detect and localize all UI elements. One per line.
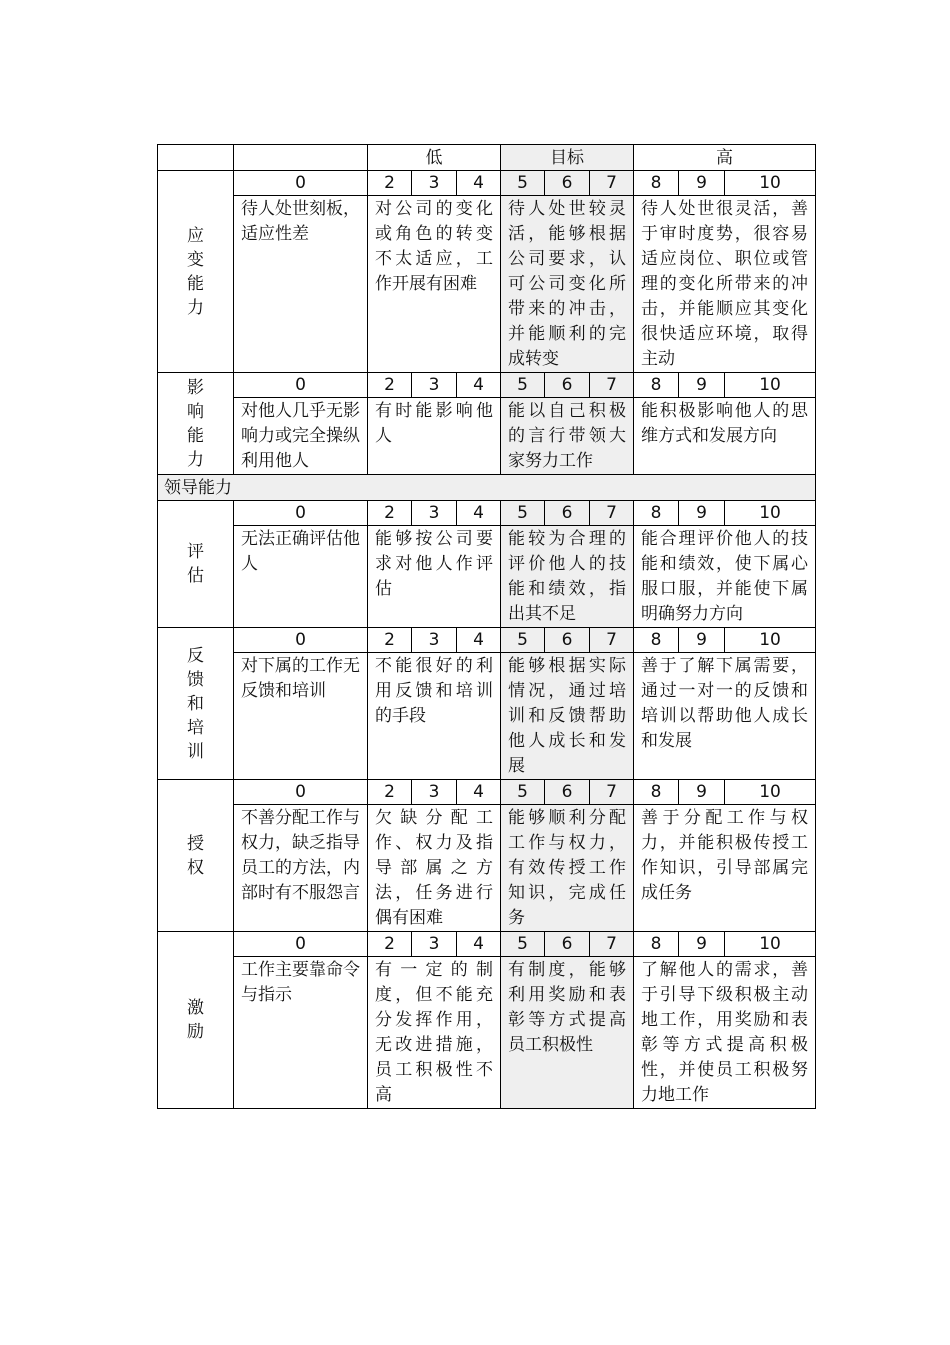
score-row bbox=[158, 171, 816, 196]
desc-level-0: 待人处世刻板，适应性差 bbox=[234, 196, 368, 373]
score-cell: 9 bbox=[679, 373, 725, 398]
score-row bbox=[158, 501, 816, 526]
score-cell: 4 bbox=[457, 628, 501, 653]
score-cell: 0 bbox=[234, 780, 368, 805]
score-cell: 3 bbox=[412, 628, 457, 653]
desc-level-target: 待人处世较灵活，能够根据公司要求，认可公司变化所带来的冲击，并能顺利的完成转变 bbox=[501, 196, 634, 373]
description-row bbox=[158, 196, 816, 373]
desc-level-high: 善于分配工作与权力，并能积极传授工作知识，引导部属完成任务 bbox=[634, 805, 816, 932]
score-cell: 3 bbox=[412, 171, 457, 196]
score-cell: 5 bbox=[501, 780, 545, 805]
score-cell: 2 bbox=[368, 780, 412, 805]
score-cell: 2 bbox=[368, 501, 412, 526]
desc-level-0: 工作主要靠命令与指示 bbox=[234, 957, 368, 1109]
desc-level-target: 能够顺利分配工作与权力，有效传授工作知识，完成任务 bbox=[501, 805, 634, 932]
blank-header-cell bbox=[234, 145, 368, 171]
desc-level-low: 能够按公司要求对他人作评估 bbox=[368, 526, 501, 628]
score-cell: 4 bbox=[457, 780, 501, 805]
score-cell: 3 bbox=[412, 501, 457, 526]
competency-label bbox=[158, 780, 234, 932]
band-target: 目标 bbox=[501, 145, 634, 171]
competency-label bbox=[158, 373, 234, 475]
score-cell: 9 bbox=[679, 780, 725, 805]
score-cell: 7 bbox=[590, 373, 634, 398]
score-cell: 2 bbox=[368, 171, 412, 196]
description-row bbox=[158, 398, 816, 475]
score-cell: 0 bbox=[234, 373, 368, 398]
desc-level-high: 能积极影响他人的思维方式和发展方向 bbox=[634, 398, 816, 475]
competency-label-text: 反馈和培训 bbox=[187, 645, 204, 762]
score-row bbox=[158, 628, 816, 653]
competency-label-text: 激励 bbox=[187, 998, 204, 1042]
score-cell: 8 bbox=[634, 171, 679, 196]
section-row bbox=[158, 475, 816, 501]
score-cell: 7 bbox=[590, 780, 634, 805]
desc-level-0: 无法正确评估他人 bbox=[234, 526, 368, 628]
score-cell: 0 bbox=[234, 932, 368, 957]
desc-level-high: 待人处世很灵活，善于审时度势，很容易适应岗位、职位或管理的变化所带来的冲击，并能顺应其变化很快适应环境，取得主动 bbox=[634, 196, 816, 373]
desc-level-low: 欠缺分配工作、权力及指导部属之方法，任务进行偶有困难 bbox=[368, 805, 501, 932]
score-cell: 3 bbox=[412, 932, 457, 957]
band-header-row bbox=[158, 145, 816, 171]
score-cell: 8 bbox=[634, 780, 679, 805]
score-row bbox=[158, 373, 816, 398]
score-cell: 9 bbox=[679, 628, 725, 653]
score-cell: 5 bbox=[501, 932, 545, 957]
desc-level-target: 能够根据实际情况，通过培训和反馈帮助他人成长和发展 bbox=[501, 653, 634, 780]
score-cell: 7 bbox=[590, 171, 634, 196]
competency-label-text: 授权 bbox=[187, 833, 204, 878]
score-cell: 6 bbox=[545, 932, 590, 957]
score-cell: 9 bbox=[679, 501, 725, 526]
desc-level-low: 不能很好的利用反馈和培训的手段 bbox=[368, 653, 501, 780]
desc-level-high: 善于了解下属需要，通过一对一的反馈和培训以帮助他人成长和发展 bbox=[634, 653, 816, 780]
score-cell: 10 bbox=[725, 501, 816, 526]
desc-level-high: 了解他人的需求，善于引导下级积极主动地工作，用奖励和表彰等方式提高积极性，并使员工积极努力地工作 bbox=[634, 957, 816, 1109]
competency-label bbox=[158, 932, 234, 1109]
competency-table bbox=[157, 144, 816, 1109]
score-cell: 4 bbox=[457, 932, 501, 957]
score-cell: 4 bbox=[457, 171, 501, 196]
desc-level-low: 对公司的变化或角色的转变不太适应，工作开展有困难 bbox=[368, 196, 501, 373]
desc-level-target: 有制度，能够利用奖励和表彰等方式提高员工积极性 bbox=[501, 957, 634, 1109]
score-cell: 7 bbox=[590, 932, 634, 957]
score-cell: 4 bbox=[457, 373, 501, 398]
score-cell: 10 bbox=[725, 932, 816, 957]
competency-label bbox=[158, 501, 234, 628]
score-cell: 8 bbox=[634, 373, 679, 398]
score-cell: 6 bbox=[545, 628, 590, 653]
score-cell: 0 bbox=[234, 501, 368, 526]
score-cell: 9 bbox=[679, 932, 725, 957]
desc-level-high: 能合理评价他人的技能和绩效，使下属心服口服，并能使下属明确努力方向 bbox=[634, 526, 816, 628]
score-cell: 4 bbox=[457, 501, 501, 526]
band-low: 低 bbox=[368, 145, 501, 171]
corner-cell bbox=[158, 145, 234, 171]
score-cell: 6 bbox=[545, 171, 590, 196]
score-cell: 9 bbox=[679, 171, 725, 196]
section-heading: 领导能力 bbox=[158, 475, 816, 501]
score-cell: 2 bbox=[368, 628, 412, 653]
competency-label-text: 评估 bbox=[187, 542, 204, 586]
desc-level-low: 有一定的制度，但不能充分发挥作用，无改进措施，员工积极性不高 bbox=[368, 957, 501, 1109]
desc-level-0: 不善分配工作与权力，缺乏指导员工的方法，内部时有不服怨言 bbox=[234, 805, 368, 932]
score-cell: 10 bbox=[725, 628, 816, 653]
score-cell: 3 bbox=[412, 373, 457, 398]
score-cell: 7 bbox=[590, 628, 634, 653]
score-cell: 5 bbox=[501, 171, 545, 196]
competency-label-text: 应变能力 bbox=[187, 225, 204, 318]
competency-label bbox=[158, 628, 234, 780]
description-row bbox=[158, 526, 816, 628]
competency-label bbox=[158, 171, 234, 373]
score-cell: 7 bbox=[590, 501, 634, 526]
score-cell: 6 bbox=[545, 373, 590, 398]
desc-level-target: 能较为合理的评价他人的技能和绩效，指出其不足 bbox=[501, 526, 634, 628]
desc-level-0: 对下属的工作无反馈和培训 bbox=[234, 653, 368, 780]
score-cell: 8 bbox=[634, 932, 679, 957]
desc-level-low: 有时能影响他人 bbox=[368, 398, 501, 475]
score-cell: 6 bbox=[545, 780, 590, 805]
description-row bbox=[158, 805, 816, 932]
score-cell: 5 bbox=[501, 373, 545, 398]
competency-label-text: 影响能力 bbox=[187, 377, 204, 470]
score-row bbox=[158, 932, 816, 957]
score-cell: 0 bbox=[234, 628, 368, 653]
score-cell: 5 bbox=[501, 501, 545, 526]
score-cell: 2 bbox=[368, 932, 412, 957]
score-cell: 10 bbox=[725, 780, 816, 805]
score-cell: 0 bbox=[234, 171, 368, 196]
score-cell: 5 bbox=[501, 628, 545, 653]
competency-table-sheet bbox=[157, 144, 816, 1109]
score-cell: 2 bbox=[368, 373, 412, 398]
desc-level-target: 能以自己积极的言行带领大家努力工作 bbox=[501, 398, 634, 475]
score-cell: 3 bbox=[412, 780, 457, 805]
description-row bbox=[158, 957, 816, 1109]
score-row bbox=[158, 780, 816, 805]
score-cell: 8 bbox=[634, 628, 679, 653]
desc-level-0: 对他人几乎无影响力或完全操纵利用他人 bbox=[234, 398, 368, 475]
band-high: 高 bbox=[634, 145, 816, 171]
score-cell: 10 bbox=[725, 171, 816, 196]
score-cell: 6 bbox=[545, 501, 590, 526]
description-row bbox=[158, 653, 816, 780]
score-cell: 8 bbox=[634, 501, 679, 526]
score-cell: 10 bbox=[725, 373, 816, 398]
